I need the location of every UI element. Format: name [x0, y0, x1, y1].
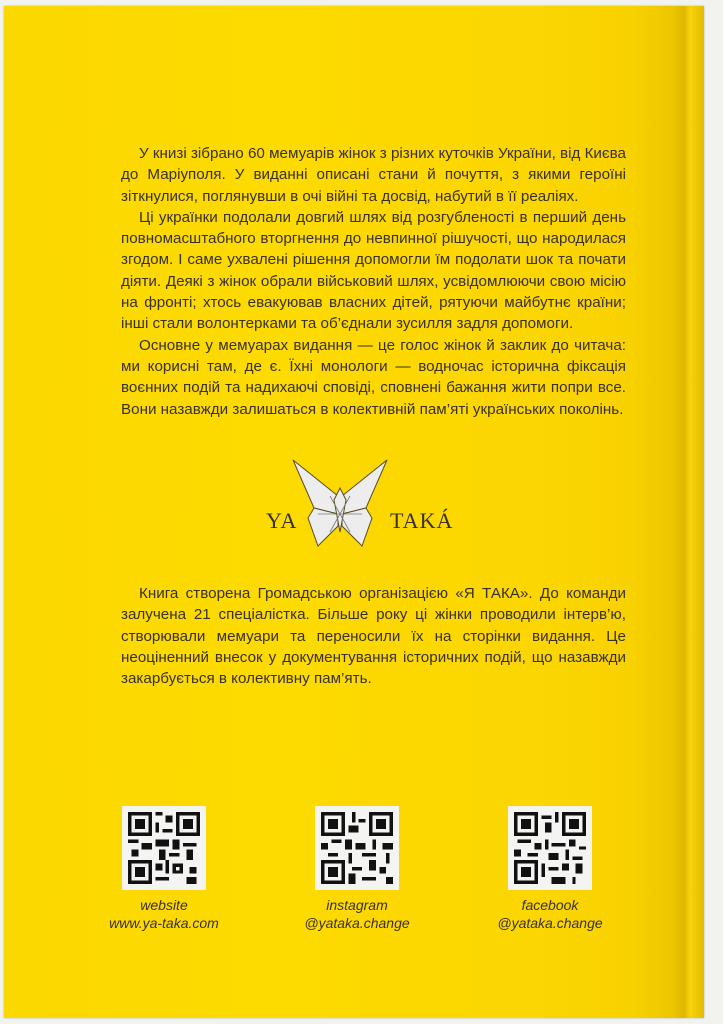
qr-value[interactable]: @yataka.change [304, 915, 410, 931]
qr-label: instagram [326, 897, 388, 913]
qr-value[interactable]: @yataka.change [497, 915, 603, 931]
qr-website[interactable] [74, 806, 254, 932]
intro-text [121, 143, 626, 420]
logo-right-word: TAKÁ [390, 508, 454, 533]
qr-instagram[interactable] [267, 806, 447, 932]
intro-paragraph: Ці українки подолали довгий шлях від розгубленості в перший день повномасштабного вторгнення до невпинної рішучості, що народилася згодом. І саме ухвалені рішення допомогли їм подолати шок та почати діяти. Деякі з жінок обрали військовий шлях, усвідомлюючи свою місію на фронті; хтось евакуював власних дітей, рятуючи майбутнє країни; інші стали волонтерками та об’єднали зусилля задля допомоги. [121, 208, 626, 333]
logo-left-word: YA [266, 508, 298, 533]
qr-code-icon[interactable] [122, 806, 206, 890]
qr-code-icon[interactable] [508, 806, 592, 890]
ya-taka-logo [254, 456, 474, 566]
book-back-cover [4, 6, 704, 1018]
qr-label: website [140, 897, 188, 913]
intro-paragraph: Основне у мемуарах видання — це голос жінок й заклик до читача: ми корисні там, де є. Їхні монологи — водночас історична фіксація воєнних подій та надихаючі сповіді, сповнені бажання жити попри все. Вони назавжди залишаться в колективній пам’яті українських поколінь. [121, 336, 626, 418]
qr-label: facebook [521, 897, 579, 913]
spine-shadow [634, 6, 704, 1018]
about-paragraph: Книга створена Громадською організацією «Я ТАКА». До команди залучена 21 спеціалістка. Більше року ці жінки проводили інтерв’ю, створювали мемуари та переносили їх на сторінки видання. Це неоціненний внесок у документування історичних подій, що назавжди закарбується в колективну пам’ять. [121, 585, 626, 688]
qr-value[interactable]: www.ya-taka.com [109, 915, 219, 931]
intro-paragraph: У книзі зібрано 60 мемуарів жінок з різних куточків України, від Києва до Маріуполя. У виданні описані стани й почуття, з якими героїні зіткнулися, поглянувши в очі війні та досвід, набутий в її реаліях. [121, 145, 626, 205]
about-text [121, 583, 626, 689]
qr-facebook[interactable] [460, 806, 640, 932]
qr-code-icon[interactable] [315, 806, 399, 890]
butterfly-icon [290, 456, 390, 566]
